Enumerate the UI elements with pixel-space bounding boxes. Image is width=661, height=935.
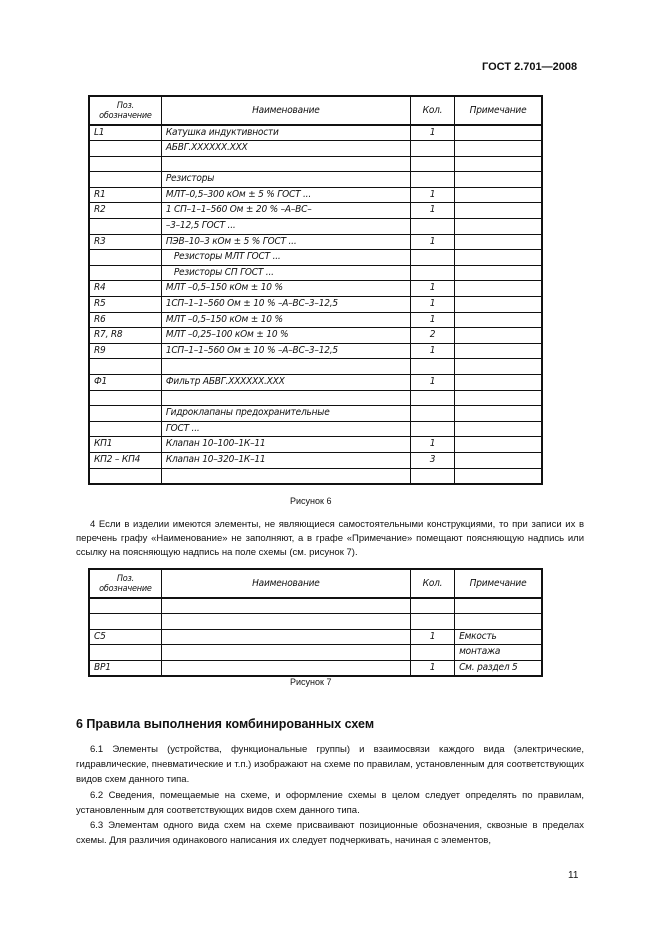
cell-name: Резисторы СП ГОСТ ... xyxy=(161,265,410,281)
table-row xyxy=(89,125,542,141)
cell-name: МЛТ –0,25–100 кОм ± 10 % xyxy=(161,328,410,344)
cell-note xyxy=(455,468,542,484)
table-row xyxy=(89,629,542,645)
cell-name xyxy=(161,629,410,645)
cell-pos xyxy=(89,598,161,614)
cell-name xyxy=(161,359,410,375)
cell-qty xyxy=(410,172,454,188)
cell-pos xyxy=(89,219,161,235)
cell-pos: L1 xyxy=(89,125,161,141)
cell-qty: 1 xyxy=(410,187,454,203)
cell-name: Резисторы xyxy=(161,172,410,188)
cell-pos xyxy=(89,265,161,281)
col-header-pos xyxy=(89,96,161,125)
figure7-caption: Рисунок 7 xyxy=(290,677,332,687)
col-header-qty: Кол. xyxy=(410,96,454,125)
table-row xyxy=(89,437,542,453)
cell-qty: 3 xyxy=(410,452,454,468)
col-header-pos-line1: Поз. xyxy=(116,100,134,111)
section6-heading: 6 Правила выполнения комбинированных схем xyxy=(76,717,375,731)
col-header-pos xyxy=(89,569,161,598)
table-row xyxy=(89,297,542,313)
paragraph-6-1: 6.1 Элементы (устройства, функциональные группы) и взаимосвязи каждого вида (электрические, гидравлические, пневматические и т.п.) изображают на схеме по правилам, установленным для соответствующих видов схем данного типа. xyxy=(76,744,584,785)
cell-name: ГОСТ ... xyxy=(161,421,410,437)
cell-qty: 1 xyxy=(410,281,454,297)
cell-pos xyxy=(89,172,161,188)
cell-name xyxy=(161,390,410,406)
cell-name xyxy=(161,598,410,614)
cell-qty: 1 xyxy=(410,660,454,676)
cell-note xyxy=(455,312,542,328)
page-number: 11 xyxy=(568,870,579,881)
cell-pos xyxy=(89,421,161,437)
cell-note xyxy=(455,390,542,406)
col-header-pos-line2: обозначение xyxy=(99,583,152,594)
cell-pos: R9 xyxy=(89,343,161,359)
cell-name: Клапан 10–100–1К–11 xyxy=(161,437,410,453)
cell-pos: R3 xyxy=(89,234,161,250)
cell-note xyxy=(455,297,542,313)
cell-pos xyxy=(89,141,161,157)
cell-pos: ВР1 xyxy=(89,660,161,676)
table-header-row xyxy=(89,569,542,598)
cell-note xyxy=(455,437,542,453)
cell-name: 1СП–1–1–560 Ом ± 10 % –А–ВС–3–12,5 xyxy=(161,297,410,313)
cell-pos xyxy=(89,390,161,406)
cell-qty xyxy=(410,359,454,375)
cell-pos: C5 xyxy=(89,629,161,645)
cell-pos xyxy=(89,156,161,172)
cell-name: Клапан 10–320–1К–11 xyxy=(161,452,410,468)
cell-note xyxy=(455,406,542,422)
cell-pos: КП1 xyxy=(89,437,161,453)
cell-note xyxy=(455,359,542,375)
cell-name xyxy=(161,614,410,630)
table-row xyxy=(89,312,542,328)
table-row xyxy=(89,406,542,422)
table-row xyxy=(89,203,542,219)
table-row xyxy=(89,452,542,468)
cell-qty: 1 xyxy=(410,343,454,359)
col-header-note: Примечание xyxy=(455,96,542,125)
col-header-name: Наименование xyxy=(161,96,410,125)
cell-qty xyxy=(410,406,454,422)
cell-name xyxy=(161,645,410,661)
cell-qty: 1 xyxy=(410,234,454,250)
cell-note xyxy=(455,141,542,157)
table-row xyxy=(89,660,542,676)
table-row xyxy=(89,390,542,406)
cell-qty: 1 xyxy=(410,203,454,219)
cell-qty xyxy=(410,421,454,437)
cell-pos: КП2 – КП4 xyxy=(89,452,161,468)
col-header-note: Примечание xyxy=(455,569,542,598)
cell-pos xyxy=(89,645,161,661)
cell-name: МЛТ –0,5–150 кОм ± 10 % xyxy=(161,312,410,328)
table-row xyxy=(89,141,542,157)
cell-qty xyxy=(410,219,454,235)
figure6-table xyxy=(88,95,543,485)
cell-name xyxy=(161,660,410,676)
cell-name: АБВГ.XXXXXX.XXX xyxy=(161,141,410,157)
cell-qty xyxy=(410,141,454,157)
col-header-pos-line2: обозначение xyxy=(99,110,152,121)
cell-pos: R5 xyxy=(89,297,161,313)
table-header-row xyxy=(89,96,542,125)
cell-qty xyxy=(410,250,454,266)
table-row xyxy=(89,219,542,235)
table-row xyxy=(89,375,542,391)
cell-qty: 1 xyxy=(410,629,454,645)
cell-qty: 2 xyxy=(410,328,454,344)
table-row xyxy=(89,187,542,203)
cell-note xyxy=(455,250,542,266)
table-row xyxy=(89,343,542,359)
cell-pos: R7, R8 xyxy=(89,328,161,344)
cell-qty: 1 xyxy=(410,437,454,453)
cell-note xyxy=(455,421,542,437)
cell-note: См. раздел 5 xyxy=(455,660,542,676)
cell-qty xyxy=(410,645,454,661)
cell-pos xyxy=(89,468,161,484)
cell-name: 1 СП–1–1–560 Ом ± 20 % –А–ВС– xyxy=(161,203,410,219)
table-row xyxy=(89,172,542,188)
cell-note xyxy=(455,598,542,614)
col-header-name: Наименование xyxy=(161,569,410,598)
table-row xyxy=(89,234,542,250)
cell-note xyxy=(455,265,542,281)
cell-note xyxy=(455,172,542,188)
table-row xyxy=(89,598,542,614)
figure7-table xyxy=(88,568,543,677)
cell-note xyxy=(455,328,542,344)
cell-name: 1СП–1–1–560 Ом ± 10 % –А–ВС–3–12,5 xyxy=(161,343,410,359)
cell-pos: R6 xyxy=(89,312,161,328)
cell-name: –3–12,5 ГОСТ ... xyxy=(161,219,410,235)
cell-note xyxy=(455,343,542,359)
table-row xyxy=(89,156,542,172)
cell-qty xyxy=(410,468,454,484)
cell-note: монтажа xyxy=(455,645,542,661)
cell-note xyxy=(455,219,542,235)
cell-name: Гидроклапаны предохранительные xyxy=(161,406,410,422)
cell-pos: R4 xyxy=(89,281,161,297)
table-row xyxy=(89,421,542,437)
cell-note xyxy=(455,281,542,297)
table-row xyxy=(89,468,542,484)
cell-pos xyxy=(89,359,161,375)
cell-qty xyxy=(410,390,454,406)
cell-note: Емкость xyxy=(455,629,542,645)
cell-pos: R1 xyxy=(89,187,161,203)
cell-note xyxy=(455,125,542,141)
cell-qty: 1 xyxy=(410,312,454,328)
cell-qty: 1 xyxy=(410,297,454,313)
cell-qty: 1 xyxy=(410,375,454,391)
cell-name xyxy=(161,156,410,172)
table-row xyxy=(89,281,542,297)
paragraph-4: 4 Если в изделии имеются элементы, не являющиеся самостоятельными конструкциями, то при записи их в перечень графу «Наименование» не заполняют, а в графе «Примечание» помещают поясняющую надпись или ссылку на поясняющую надпись на поле схемы (см. рисунок 7). xyxy=(76,519,584,558)
col-header-qty: Кол. xyxy=(410,569,454,598)
cell-qty: 1 xyxy=(410,125,454,141)
table-row xyxy=(89,250,542,266)
cell-qty xyxy=(410,598,454,614)
cell-note xyxy=(455,452,542,468)
cell-name: Катушка индуктивности xyxy=(161,125,410,141)
cell-name: Резисторы МЛТ ГОСТ ... xyxy=(161,250,410,266)
cell-qty xyxy=(410,156,454,172)
cell-pos xyxy=(89,406,161,422)
cell-note xyxy=(455,375,542,391)
table-row xyxy=(89,265,542,281)
cell-name: МЛТ–0,5–300 кОм ± 5 % ГОСТ ... xyxy=(161,187,410,203)
document-header: ГОСТ 2.701—2008 xyxy=(482,61,578,73)
cell-pos xyxy=(89,250,161,266)
paragraph-6-3: 6.3 Элементам одного вида схем на схеме присваивают позиционные обозначения, сквозные в пределах схемы. Для различия одинакового написания их следует подчеркивать, начиная с элементов, xyxy=(76,820,584,846)
table-row xyxy=(89,645,542,661)
figure6-caption: Рисунок 6 xyxy=(290,496,332,506)
cell-name: Фильтр АБВГ.XXXXXX.XXX xyxy=(161,375,410,391)
cell-name xyxy=(161,468,410,484)
cell-pos xyxy=(89,614,161,630)
table-row xyxy=(89,359,542,375)
cell-note xyxy=(455,234,542,250)
paragraph-6-2: 6.2 Сведения, помещаемые на схеме, и оформление схемы в целом следует определять по правилам, установленным для соответствующих видов схем данного типа. xyxy=(76,790,584,816)
cell-note xyxy=(455,187,542,203)
table-row xyxy=(89,614,542,630)
cell-note xyxy=(455,614,542,630)
table-row xyxy=(89,328,542,344)
cell-qty xyxy=(410,265,454,281)
cell-note xyxy=(455,156,542,172)
cell-note xyxy=(455,203,542,219)
cell-name: ПЭВ–10–3 кОм ± 5 % ГОСТ ... xyxy=(161,234,410,250)
cell-pos: R2 xyxy=(89,203,161,219)
cell-pos: Ф1 xyxy=(89,375,161,391)
col-header-pos-line1: Поз. xyxy=(116,573,134,584)
cell-qty xyxy=(410,614,454,630)
cell-name: МЛТ –0,5–150 кОм ± 10 % xyxy=(161,281,410,297)
